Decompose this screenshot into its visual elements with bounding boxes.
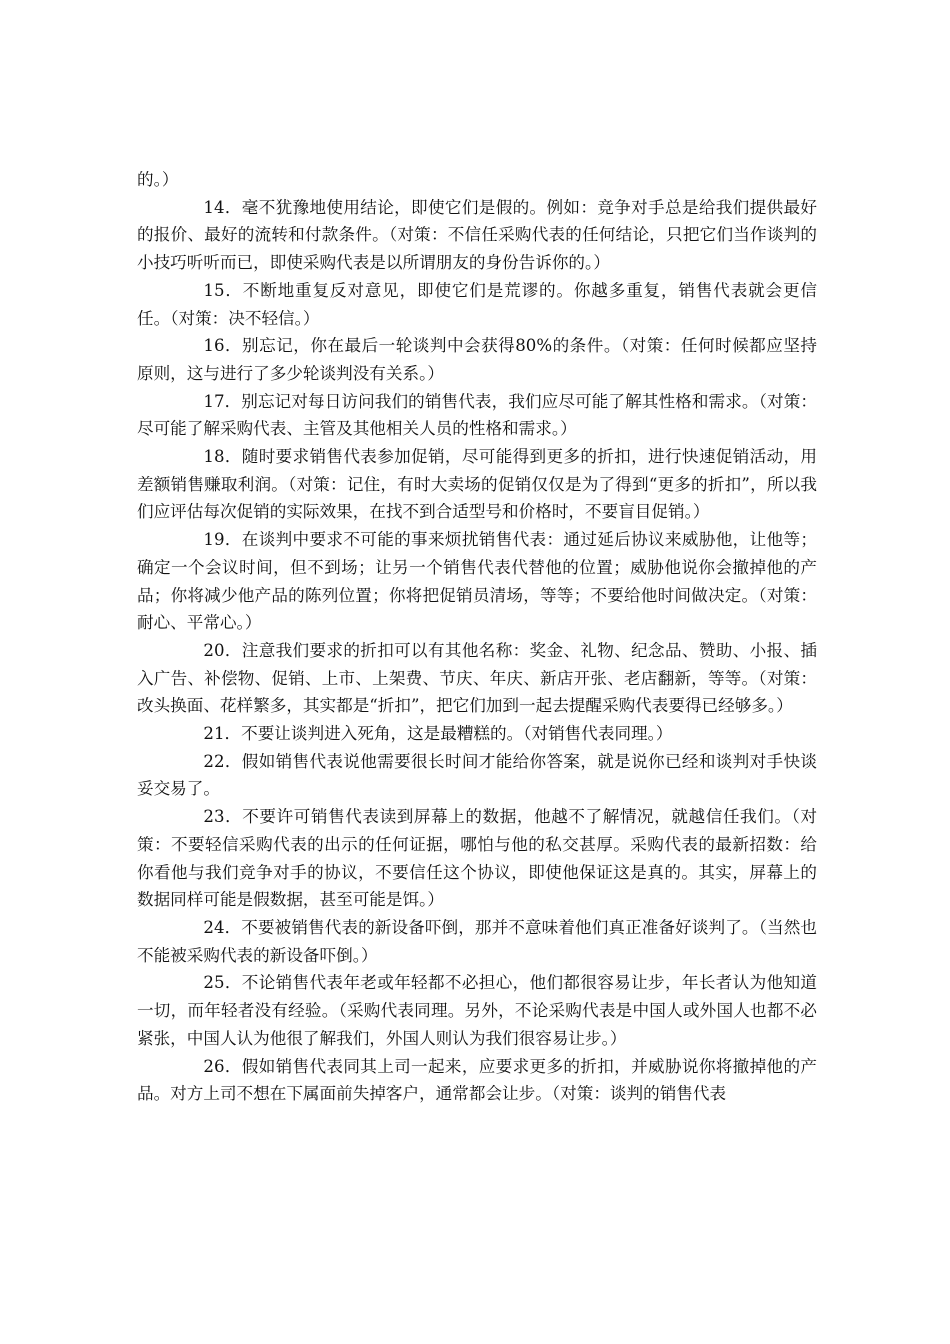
paragraph-23: 23．不要许可销售代表读到屏幕上的数据，他越不了解情况，就越信任我们。（对策：不要轻信采购代表的出示的任何证据，哪怕与他的私交甚厚。采购代表的最新招数：给你看他与我们竞争对手的协议，不要信任这个协议，即使他保证这是真的。其实，屏幕上的数据同样可能是假数据，甚至可能是饵。） <box>137 807 817 910</box>
paragraph-26: 26．假如销售代表同其上司一起来，应要求更多的折扣，并威胁说你将撤掉他的产品。对方上司不想在下属面前失掉客户，通常都会让步。（对策：谈判的销售代表 <box>137 1056 817 1104</box>
document-page <box>137 166 817 1108</box>
paragraph-18: 18．随时要求销售代表参加促销，尽可能得到更多的折扣，进行快速促销活动，用差额销售赚取利润。（对策：记住，有时大卖场的促销仅仅是为了得到“更多的折扣”，所以我们应评估每次促销的实际效果，在找不到合适型号和价格时，不要盲目促销。） <box>137 447 817 522</box>
paragraph-15: 15．不断地重复反对意见，即使它们是荒谬的。你越多重复，销售代表就会更信任。（对策：决不轻信。） <box>137 280 817 328</box>
paragraph-16: 16．别忘记，你在最后一轮谈判中会获得80%的条件。（对策：任何时候都应坚持原则，这与进行了多少轮谈判没有关系。） <box>137 336 817 383</box>
paragraph-22: 22．假如销售代表说他需要很长时间才能给你答案，就是说你已经和谈判对手快谈妥交易了。 <box>137 751 817 799</box>
paragraph-24: 24．不要被销售代表的新设备吓倒，那并不意味着他们真正准备好谈判了。（当然也不能被采购代表的新设备吓倒。） <box>137 917 817 965</box>
paragraph-17: 17．别忘记对每日访问我们的销售代表，我们应尽可能了解其性格和需求。（对策：尽可能了解采购代表、主管及其他相关人员的性格和需求。） <box>137 391 817 439</box>
paragraph-20: 20．注意我们要求的折扣可以有其他名称：奖金、礼物、纪念品、赞助、小报、插入广告、补偿物、促销、上市、上架费、节庆、年庆、新店开张、老店翻新，等等。（对策：改头换面、花样繁多，其实都是“折扣”，把它们加到一起去提醒采购代表要得已经够多。） <box>137 640 817 716</box>
paragraph-25: 25．不论销售代表年老或年轻都不必担心，他们都很容易让步，年长者认为他知道一切，而年轻者没有经验。（采购代表同理。另外，不论采购代表是中国人或外国人也都不必紧张，中国人认为他很了解我们，外国人则认为我们很容易让步。） <box>137 973 817 1048</box>
paragraph-continued: 的。） <box>137 170 179 189</box>
paragraph-14: 14．毫不犹豫地使用结论，即使它们是假的。例如：竞争对手总是给我们提供最好的报价、最好的流转和付款条件。（对策：不信任采购代表的任何结论，只把它们当作谈判的小技巧听听而已，即使采购代表是以所谓朋友的身份告诉你的。） <box>137 197 817 273</box>
paragraph-19: 19．在谈判中要求不可能的事来烦扰销售代表：通过延后协议来威胁他，让他等；确定一个会议时间，但不到场；让另一个销售代表代替他的位置；威胁他说你会撤掉他的产品；你将减少他产品的陈列位置；你将把促销员清场，等等；不要给他时间做决定。（对策：耐心、平常心。） <box>137 530 817 633</box>
paragraph-21: 21．不要让谈判进入死角，这是最糟糕的。（对销售代表同理。） <box>203 724 673 744</box>
